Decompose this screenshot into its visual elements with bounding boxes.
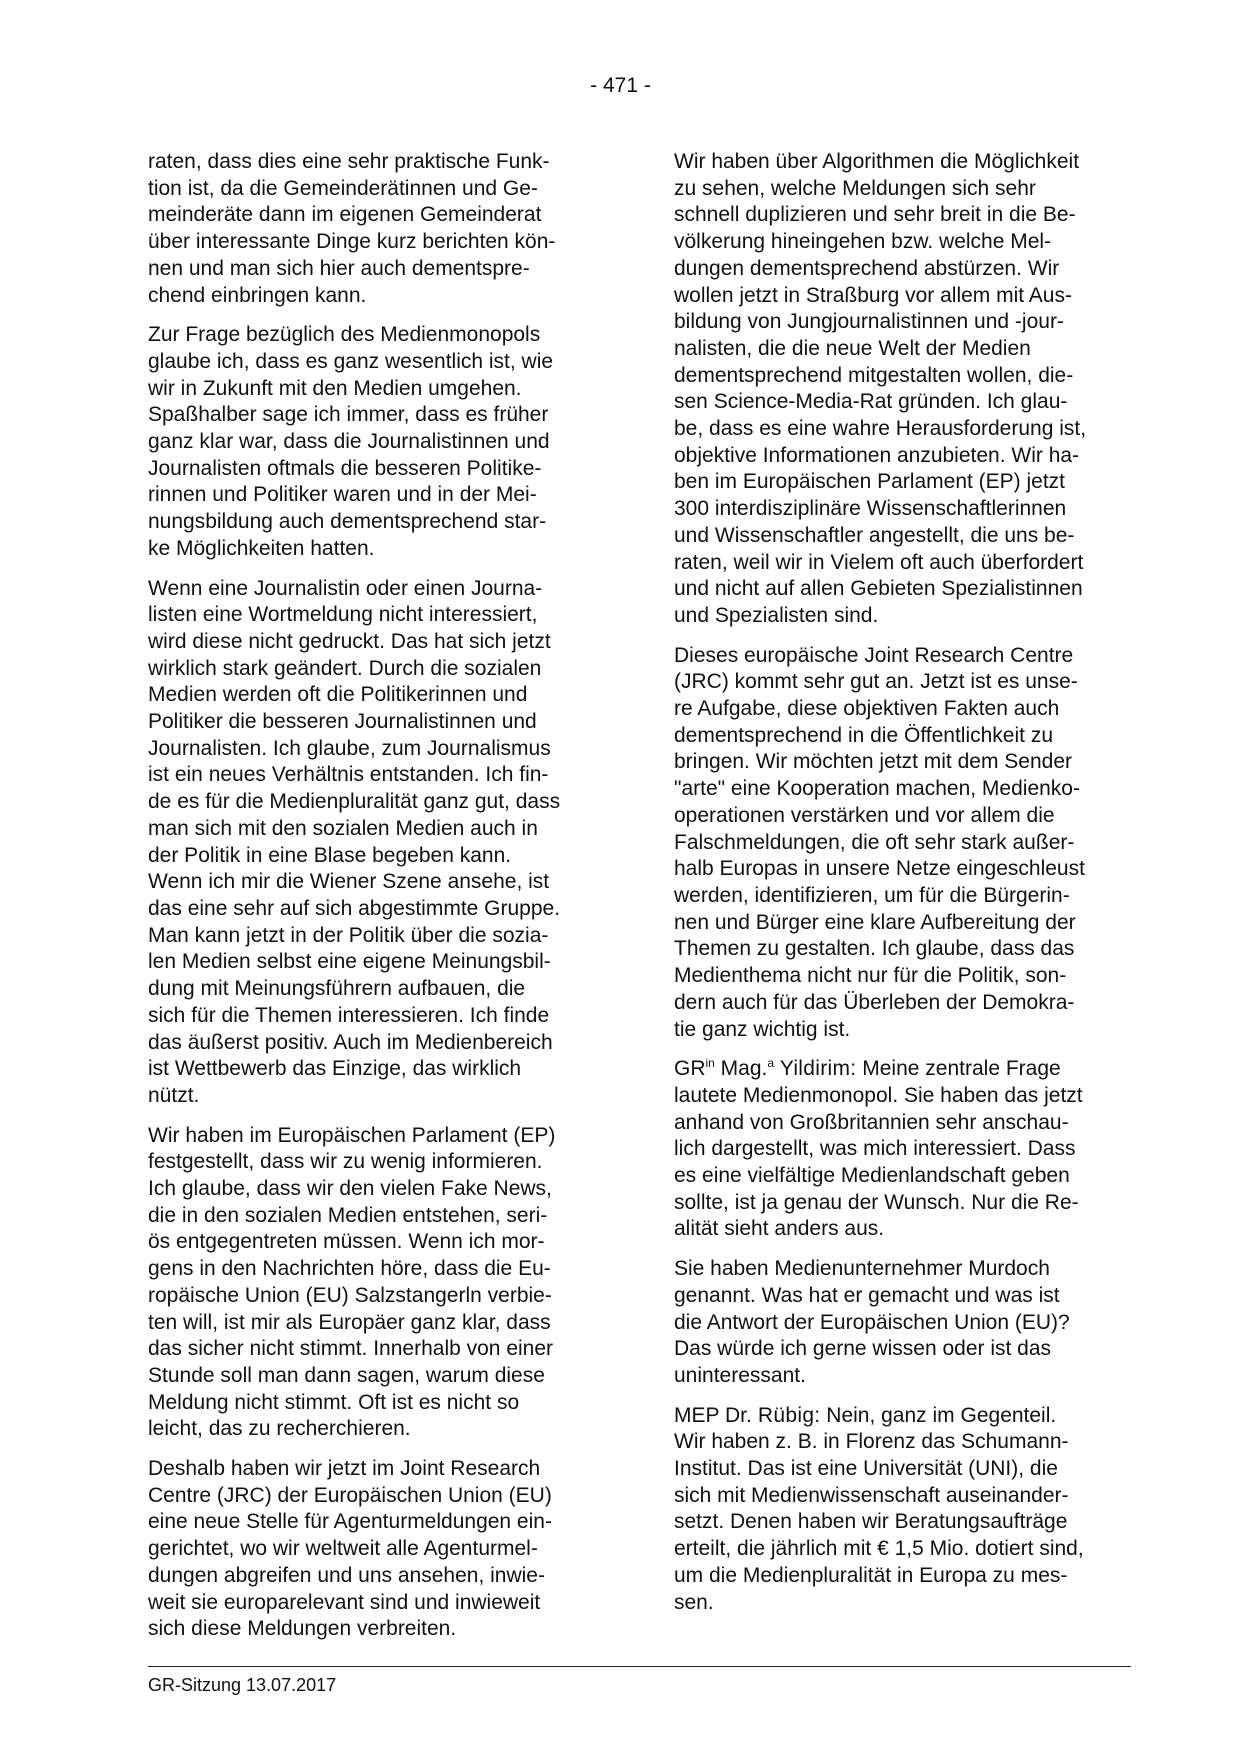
footer-session-date: GR-Sitzung 13.07.2017 <box>148 1675 337 1695</box>
speech-yildirim <box>674 1056 1131 1243</box>
right-column <box>674 149 1131 1629</box>
speaker-title: MEP Dr. <box>674 1403 752 1427</box>
speaker-title-mag-sup: a <box>767 1056 775 1071</box>
paragraph: Wenn eine Journalistin oder einen Journa- listen eine Wortmeldung nicht interessiert, wird diese nicht gedruckt. Das hat sich jetzt wirklich stark geändert. Durch die sozialen Medien werden oft die Politikerinnen und Politiker die besseren Journalistinnen und Journalisten. Ich glaube, zum Journalismus ist ein neues Verhältnis entstanden. Ich fin- de es für die Medienpluralität ganz gut, dass man sich mit den sozialen Medien auch in der Politik in eine Blase begeben kann. Wenn ich mir die Wiener Szene ansehe, ist das eine sehr auf sich abgestimmte Gruppe. Man kann jetzt in der Politik über die sozia- len Medien selbst eine eigene Meinungsbil- dung mit Meinungsführern aufbauen, die sich für die Themen interessieren. Ich finde das äußerst positiv. Auch im Medienbereich ist Wettbewerb das Einzige, das wirklich nützt. <box>148 576 561 1107</box>
speech-text: Meine zentrale Frage lautete Medienmonopol. Sie haben das jetzt anhand von Großbritannien sehr anschau- lich dargestellt, was mich interessiert. Dass es eine vielfältige Medienlandschaft geben sollte, ist ja genau der Wunsch. Nur die Re- alität sieht anders aus. <box>674 1057 1083 1241</box>
paragraph: Zur Frage bezüglich des Medienmonopols glaube ich, dass es ganz wesentlich ist, wie wir in Zukunft mit den Medien umgehen. Spaßhalber sage ich immer, dass es früher ganz klar war, dass die Journalistinnen und Journalisten oftmals die besseren Politike- rinnen und Politiker waren und in der Mei- nungsbildung auch dementsprechend star- ke Möglichkeiten hatten. <box>148 323 554 560</box>
paragraph: Deshalb haben wir jetzt im Joint Research Centre (JRC) der Europäischen Union (EU) eine neue Stelle für Agenturmeldungen ein- gerichtet, wo wir weltweit alle Agenturmel- dungen abgreifen und uns ansehen, inwie- weit sie europarelevant sind und inwieweit sich diese Meldungen verbreiten. <box>148 1457 552 1641</box>
paragraph: Sie haben Medienunternehmer Murdoch genannt. Was hat er gemacht und was ist die Antwort der Europäischen Union (EU)? Das würde ich gerne wissen oder ist das uninteressant. <box>674 1257 1070 1387</box>
left-column <box>148 149 605 1656</box>
speaker-title-prefix-sup: in <box>705 1056 715 1071</box>
paragraph: Dieses europäische Joint Research Centre (JRC) kommt sehr gut an. Jetzt ist es unse- re Aufgabe, diese objektiven Fakten auch dementsprechend in die Öffentlichkeit zu bringen. Wir möchten jetzt mit dem Sender "arte" eine Kooperation machen, Medienko- operationen verstärken und vor allem die Falschmeldungen, die oft sehr stark außer- halb Europas in unsere Netze eingeschleust werden, identifizieren, um für die Bürgerin- nen und Bürger eine klare Aufbereitung der Themen zu gestalten. Ich glaube, dass das Medienthema nicht nur für die Politik, son- dern auch für das Überleben der Demokra- tie ganz wichtig ist. <box>674 643 1085 1041</box>
footer-divider <box>148 1666 1131 1667</box>
paragraph: Wir haben im Europäischen Parlament (EP) festgestellt, dass wir zu wenig informieren. Ich glaube, dass wir den vielen Fake News, die in den sozialen Medien entstehen, seri- ös entgegentreten müssen. Wenn ich mor- gens in den Nachrichten höre, dass die Eu- ropäische Union (EU) Salzstangerln verbie- ten will, ist mir als Europäer ganz klar, dass das sicher nicht stimmt. Innerhalb von einer Stunde soll man dann sagen, warum diese Meldung nicht stimmt. Oft ist es nicht so leicht, das zu recherchieren. <box>148 1123 556 1441</box>
speech-ruebig <box>674 1403 1131 1617</box>
paragraph: raten, dass dies eine sehr praktische Funk- tion ist, da die Gemeinderätinnen und Ge- meinderäte dann im eigenen Gemeinderat über interessante Dinge kurz berichten kön- nen und man sich hier auch dementspre- chend einbringen kann. <box>148 150 556 307</box>
paragraph: Wir haben über Algorithmen die Möglichkeit zu sehen, welche Meldungen sich sehr schnell duplizieren und sehr breit in die Be- völkerung hineingehen bzw. welche Mel- dungen dementsprechend abstürzen. Wir wollen jetzt in Straßburg vor allem mit Aus- bildung von Jungjournalistinnen und -jour- nalisten, die die neue Welt der Medien dementsprechend mitgestalten wollen, die- sen Science-Media-Rat gründen. Ich glau- be, dass es eine wahre Herausforderung ist, objektive Informationen anzubieten. Wir ha- ben im Europäischen Parlament (EP) jetzt 300 interdisziplinäre Wissenschaftlerinnen und Wissenschaftler angestellt, die uns be- raten, weil wir in Vielem oft auch überfordert und nicht auf allen Gebieten Spezialistinnen und Spezialisten sind. <box>674 150 1087 627</box>
speaker-title-mag: Mag. <box>714 1057 768 1081</box>
speaker-name: Yildirim: <box>774 1057 857 1081</box>
page-number: - 471 - <box>590 74 651 97</box>
speech-text: Nein, ganz im Gegenteil. Wir haben z. B. in Florenz das Schumann- Institut. Das ist eine Universität (UNI), die sich mit Medienwissenschaft auseinander- setzt. Denen haben wir Beratungsaufträge erteilt, die jährlich mit € 1,5 Mio. dotiert sind, um die Medienpluralität in Europa zu mes- sen. <box>674 1403 1084 1614</box>
speaker-title-prefix: GR <box>674 1057 706 1081</box>
speaker-name: Rübig: <box>751 1403 821 1427</box>
